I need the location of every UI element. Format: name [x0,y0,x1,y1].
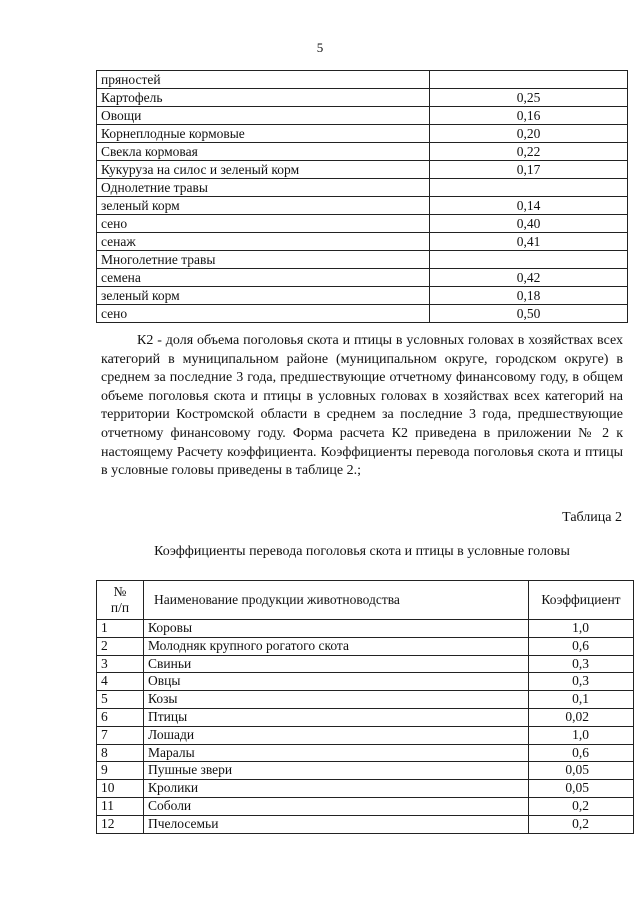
crop-value-cell: 0,18 [430,287,628,305]
table-row [97,161,628,179]
crop-value-cell: 0,17 [430,161,628,179]
crop-name-cell: семена [97,269,430,287]
table-row [97,305,628,323]
table-row [97,143,628,161]
product-name-cell: Пушные звери [144,762,529,780]
crop-value-cell [430,71,628,89]
table-row [97,125,628,143]
coefficient-cell: 0,3 [529,673,634,691]
header-coefficient: Коэффициент [529,581,634,620]
table-row [97,269,628,287]
crop-name-cell: Овощи [97,107,430,125]
table-row [97,215,628,233]
row-number-cell: 11 [97,797,144,815]
crop-name-cell: Картофель [97,89,430,107]
product-name-cell: Кролики [144,780,529,798]
crop-name-cell: сенаж [97,233,430,251]
table-row [97,673,634,691]
table-row [97,197,628,215]
table-title: Коэффициенты перевода поголовья скота и птицы в условные головы [154,544,570,559]
crop-name-cell: Кукуруза на силос и зеленый корм [97,161,430,179]
table-row [97,815,634,833]
table-row [97,655,634,673]
row-number-cell: 1 [97,620,144,638]
crop-value-cell: 0,25 [430,89,628,107]
row-number-cell: 4 [97,673,144,691]
row-number-cell: 12 [97,815,144,833]
crop-name-cell: зеленый корм [97,287,430,305]
crop-name-cell: Корнеплодные кормовые [97,125,430,143]
row-number-cell: 10 [97,780,144,798]
table-row [97,762,634,780]
product-name-cell: Пчелосемьи [144,815,529,833]
product-name-cell: Коровы [144,620,529,638]
product-name-cell: Соболи [144,797,529,815]
crop-value-cell: 0,22 [430,143,628,161]
row-number-cell: 7 [97,726,144,744]
row-number-cell: 8 [97,744,144,762]
product-name-cell: Молодняк крупного рогатого скота [144,637,529,655]
header-product-name: Наименование продукции животноводства [144,581,529,620]
crop-name-cell: пряностей [97,71,430,89]
row-number-cell: 9 [97,762,144,780]
header-number [97,581,144,620]
table-row [97,620,634,638]
table-row [97,107,628,125]
row-number-cell: 6 [97,708,144,726]
table-row [97,797,634,815]
product-name-cell: Овцы [144,673,529,691]
coefficient-cell: 0,02 [529,708,634,726]
table-row [97,708,634,726]
table-row [97,179,628,197]
table-row [97,251,628,269]
table-header-row [97,581,634,620]
coefficient-cell: 0,1 [529,691,634,709]
crop-value-cell: 0,16 [430,107,628,125]
product-name-cell: Лошади [144,726,529,744]
crop-name-cell: Многолетние травы [97,251,430,269]
table-row [97,71,628,89]
crop-value-cell: 0,14 [430,197,628,215]
table-row [97,637,634,655]
coefficient-cell: 1,0 [529,620,634,638]
row-number-cell: 2 [97,637,144,655]
header-number-line1: № [113,584,127,599]
product-name-cell: Свиньи [144,655,529,673]
table-row [97,89,628,107]
crop-value-cell [430,251,628,269]
table-row [97,233,628,251]
table-label: Таблица 2 [562,510,622,525]
coefficient-cell: 0,6 [529,744,634,762]
coefficient-cell: 1,0 [529,726,634,744]
table-row [97,287,628,305]
crop-name-cell: сено [97,215,430,233]
crop-value-cell: 0,41 [430,233,628,251]
livestock-coefficients-table [96,580,634,834]
row-number-cell: 5 [97,691,144,709]
k2-description-paragraph: К2 - доля объема поголовья скота и птицы в условных головах в хозяйствах всех категорий в муниципальном районе (муниципальном округе, городском округе) в среднем за последние 3 года, предшествующие отчетному финансовому году, в общем объеме поголовья скота и птицы в условных головах в хозяйствах всех категорий на территории Костромской области в среднем за последние 3 года, предшествующие отчетному финансовому году. Форма расчета К2 приведена в приложении № 2 к настоящему Расчету коэффициента. Коэффициенты перевода поголовья скота и птицы в условные головы приведены в таблице 2.; [101,333,623,479]
crop-value-cell: 0,42 [430,269,628,287]
row-number-cell: 3 [97,655,144,673]
product-name-cell: Птицы [144,708,529,726]
table-row [97,691,634,709]
coefficient-cell: 0,2 [529,815,634,833]
table-row [97,780,634,798]
crop-value-cell: 0,20 [430,125,628,143]
crop-value-cell: 0,40 [430,215,628,233]
table-row [97,744,634,762]
crop-value-cell: 0,50 [430,305,628,323]
crop-name-cell: сено [97,305,430,323]
page-number: 5 [316,40,324,55]
coefficient-cell: 0,3 [529,655,634,673]
coefficient-cell: 0,05 [529,780,634,798]
coefficient-cell: 0,2 [529,797,634,815]
table-row [97,726,634,744]
header-number-line2: п/п [110,600,130,615]
crop-name-cell: Однолетние травы [97,179,430,197]
crop-name-cell: зеленый корм [97,197,430,215]
crop-coefficients-table [96,70,628,323]
coefficient-cell: 0,6 [529,637,634,655]
product-name-cell: Маралы [144,744,529,762]
product-name-cell: Козы [144,691,529,709]
coefficient-cell: 0,05 [529,762,634,780]
crop-name-cell: Свекла кормовая [97,143,430,161]
crop-value-cell [430,179,628,197]
